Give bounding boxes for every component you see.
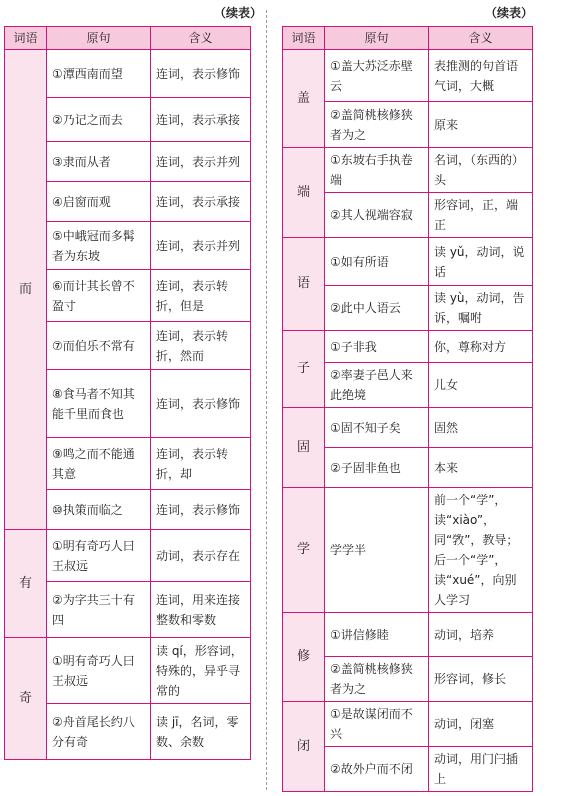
meaning-cell: 本来 <box>429 448 533 488</box>
original-sentence-cell: ①是故谋闭而不兴 <box>325 702 429 747</box>
meaning-cell: 儿女 <box>429 363 533 408</box>
original-sentence-cell: ②其人视端容寂 <box>325 193 429 238</box>
word-cell: 修 <box>283 613 325 702</box>
header-word: 词语 <box>283 27 325 50</box>
original-sentence-cell: ②乃记之而去 <box>47 98 151 142</box>
meaning-cell: 读 qí，形容词，特殊的，异乎寻常的 <box>151 638 251 704</box>
original-sentence-cell: ①固不知子矣 <box>325 408 429 448</box>
meaning-cell: 连词，表示转折，但是 <box>151 270 251 322</box>
original-sentence-cell: ⑧食马者不知其能千里而食也 <box>47 370 151 438</box>
table-header-row <box>283 27 533 50</box>
original-sentence-cell: ②舟首尾长约八分有奇 <box>47 704 151 760</box>
word-cell: 而 <box>5 50 47 530</box>
meaning-cell: 你，尊称对方 <box>429 331 533 363</box>
meaning-cell: 动词，用门闩插上 <box>429 747 533 792</box>
header-word: 词语 <box>5 27 47 50</box>
original-sentence-cell: ⑨鸣之而不能通其意 <box>47 438 151 490</box>
vocabulary-table-right <box>282 26 533 792</box>
original-sentence-cell: ①明有奇巧人曰王叔远 <box>47 638 151 704</box>
original-sentence-cell: ③隶而从者 <box>47 142 151 182</box>
meaning-cell: 读 jī，名词，零数、余数 <box>151 704 251 760</box>
original-sentence-cell: ①子非我 <box>325 331 429 363</box>
original-sentence-cell: ⑤中峨冠而多髯者为东坡 <box>47 222 151 270</box>
word-cell: 盖 <box>283 50 325 148</box>
original-sentence-cell: ②此中人语云 <box>325 286 429 331</box>
continued-label-left: （续表） <box>214 6 263 20</box>
original-sentence-cell: ①潭西南而望 <box>47 50 151 98</box>
meaning-cell: 动词，闭塞 <box>429 702 533 747</box>
meaning-cell: 连词，表示转折，却 <box>151 438 251 490</box>
table-row <box>5 638 251 704</box>
table-row <box>283 50 533 102</box>
original-sentence-cell: ②子固非鱼也 <box>325 448 429 488</box>
word-cell: 子 <box>283 331 325 408</box>
table-row <box>283 148 533 193</box>
meaning-cell: 固然 <box>429 408 533 448</box>
table-row <box>283 238 533 286</box>
table-row <box>283 613 533 657</box>
table-row <box>283 331 533 363</box>
original-sentence-cell: ①讲信修睦 <box>325 613 429 657</box>
table-header-row <box>5 27 251 50</box>
meaning-cell: 连词，用来连接整数和零数 <box>151 582 251 638</box>
table-row <box>5 50 251 98</box>
header-meaning: 含义 <box>429 27 533 50</box>
meaning-cell: 形容词，正，端正 <box>429 193 533 238</box>
original-sentence-cell: ①盖大苏泛赤壁云 <box>325 50 429 102</box>
original-sentence-cell: ①明有奇巧人曰王叔远 <box>47 530 151 582</box>
vocabulary-table-left <box>4 26 251 760</box>
original-sentence-cell: ⑥而计其长曾不盈寸 <box>47 270 151 322</box>
original-sentence-cell: ⑦而伯乐不常有 <box>47 322 151 370</box>
word-cell: 学 <box>283 488 325 613</box>
table-row <box>283 488 533 613</box>
meaning-cell: 连词，表示并列 <box>151 222 251 270</box>
meaning-cell: 连词，表示转折，然而 <box>151 322 251 370</box>
table-row <box>283 702 533 747</box>
original-sentence-cell: ②盖简桃核修狭者为之 <box>325 657 429 702</box>
meaning-cell: 名词，（东西的）头 <box>429 148 533 193</box>
meaning-cell: 连词，表示修饰 <box>151 490 251 530</box>
word-cell: 端 <box>283 148 325 238</box>
header-original: 原句 <box>325 27 429 50</box>
meaning-cell: 连词，表示修饰 <box>151 370 251 438</box>
original-sentence-cell: ②率妻子邑人来此绝境 <box>325 363 429 408</box>
meaning-cell: 动词，表示存在 <box>151 530 251 582</box>
original-sentence-cell: ②为字共三十有四 <box>47 582 151 638</box>
original-sentence-cell: ④启窗而观 <box>47 182 151 222</box>
word-cell: 奇 <box>5 638 47 760</box>
word-cell: 有 <box>5 530 47 638</box>
original-sentence-cell: ②盖简桃核修狭者为之 <box>325 102 429 148</box>
original-sentence-cell: ②故外户而不闭 <box>325 747 429 792</box>
original-sentence-cell: ⑩执策而临之 <box>47 490 151 530</box>
word-cell: 语 <box>283 238 325 331</box>
meaning-cell: 连词，表示修饰 <box>151 50 251 98</box>
meaning-cell: 读 yǔ，动词，说话 <box>429 238 533 286</box>
meaning-cell: 前一个“学”，读“xiào”，同“敩”，教导；后一个“学”，读“xué”，向别人学习 <box>429 488 533 613</box>
meaning-cell: 读 yù，动词，告诉，嘱咐 <box>429 286 533 331</box>
original-sentence-cell: ①如有所语 <box>325 238 429 286</box>
table-row <box>283 408 533 448</box>
meaning-cell: 连词，表示并列 <box>151 142 251 182</box>
meaning-cell: 连词，表示承接 <box>151 182 251 222</box>
table-row <box>5 530 251 582</box>
meaning-cell: 动词，培养 <box>429 613 533 657</box>
meaning-cell: 形容词，修长 <box>429 657 533 702</box>
header-meaning: 含义 <box>151 27 251 50</box>
column-divider <box>266 10 267 790</box>
word-cell: 闭 <box>283 702 325 792</box>
meaning-cell: 原来 <box>429 102 533 148</box>
word-cell: 固 <box>283 408 325 488</box>
original-sentence-cell: 学学半 <box>325 488 429 613</box>
meaning-cell: 连词，表示承接 <box>151 98 251 142</box>
meaning-cell: 表推测的句首语气词，大概 <box>429 50 533 102</box>
original-sentence-cell: ①东坡右手执卷端 <box>325 148 429 193</box>
continued-label-right: （续表） <box>485 6 534 20</box>
header-original: 原句 <box>47 27 151 50</box>
